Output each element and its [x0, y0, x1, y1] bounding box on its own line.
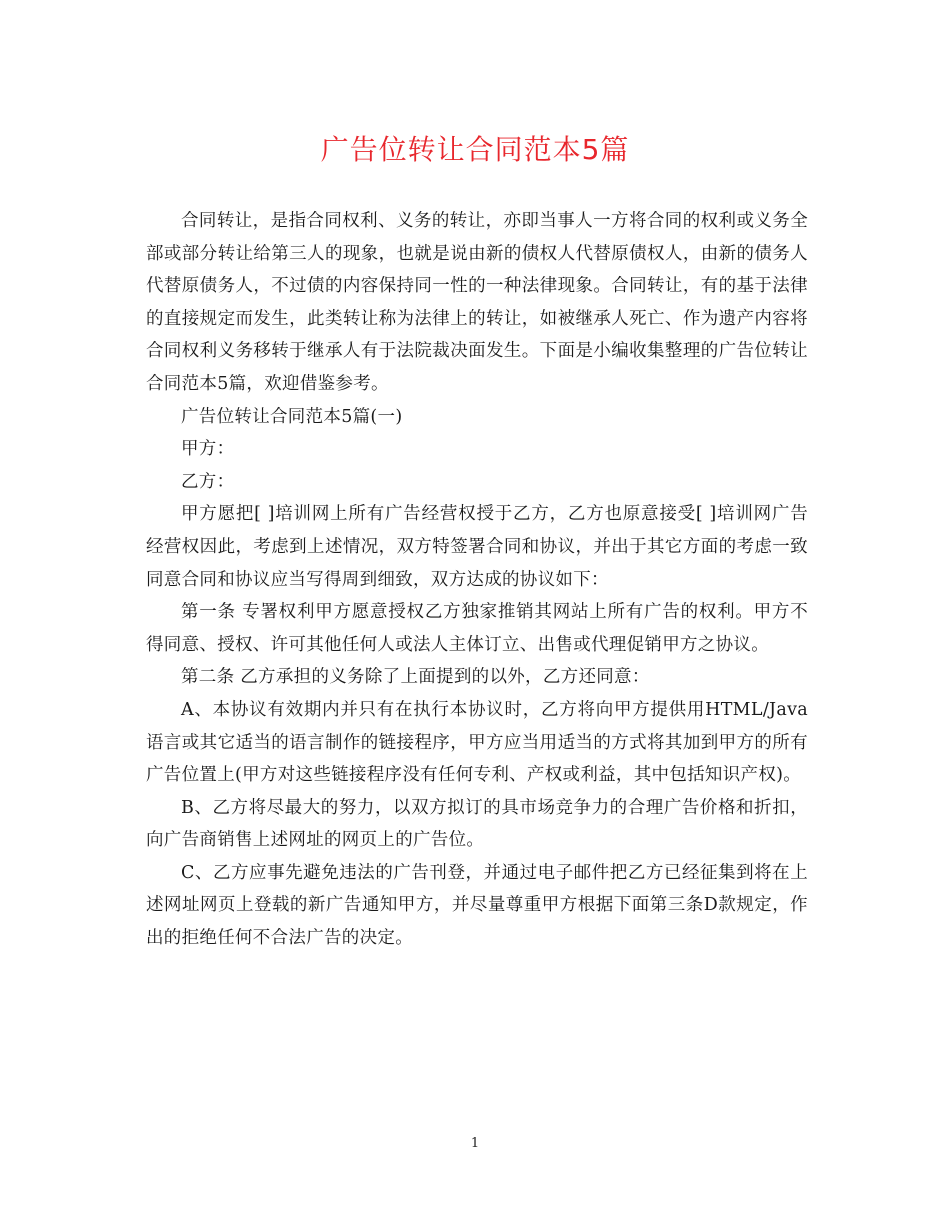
party-a-label: 甲方：	[181, 439, 235, 460]
clause-a: A、本协议有效期内并只有在执行本协议时，乙方将向甲方提供用HTML/Java语言或其它适当的语言制作的链接程序，甲方应当用适当的方式将其加到甲方的所有广告位置上(甲方对这些链接程序没有任何专利、产权或利益，其中包括知识产权)。	[146, 699, 808, 786]
article-two: 第二条 乙方承担的义务除了上面提到的以外，乙方还同意：	[181, 667, 650, 688]
agreement-preamble: 甲方愿把[ ]培训网上所有广告经营权授于乙方，乙方也原意接受[ ]培训网广告经营权因此，考虑到上述情况，双方特签署合同和协议，并出于其它方面的考虑一致同意合同和协议应当写得周到细致，双方达成的协议如下：	[146, 504, 808, 590]
page-number: 1	[470, 1136, 480, 1151]
clause-c: C、乙方应事先避免违法的广告刊登，并通过电子邮件把乙方已经征集到将在上述网址网页上登载的新广告通知甲方，并尽量尊重甲方根据下面第三条D款规定，作出的拒绝任何不合法广告的决定。	[146, 862, 808, 949]
section-heading: 广告位转让合同范本5篇(一)	[181, 406, 403, 427]
document-body	[146, 205, 808, 955]
clause-b: B、乙方将尽最大的努力，以双方拟订的具市场竞争力的合理广告价格和折扣，向广告商销售上述网址的网页上的广告位。	[146, 797, 808, 851]
intro-paragraph: 合同转让，是指合同权利、义务的转让，亦即当事人一方将合同的权利或义务全部或部分转让给第三人的现象，也就是说由新的债权人代替原债权人，由新的债务人代替原债务人，不过债的内容保持同一性的一种法律现象。合同转让，有的基于法律的直接规定而发生，此类转让称为法律上的转让，如被继承人死亡、作为遗产内容将合同权利义务移转于继承人有于法院裁决面发生。下面是小编收集整理的广告位转让合同范本5篇，欢迎借鉴参考。	[146, 211, 808, 394]
party-b-label: 乙方：	[181, 471, 235, 492]
article-one: 第一条 专署权利甲方愿意授权乙方独家推销其网站上所有广告的权利。甲方不得同意、授权、许可其他任何人或法人主体订立、出售或代理促销甲方之协议。	[146, 602, 808, 655]
page-title: 广告位转让合同范本5篇	[320, 133, 630, 166]
